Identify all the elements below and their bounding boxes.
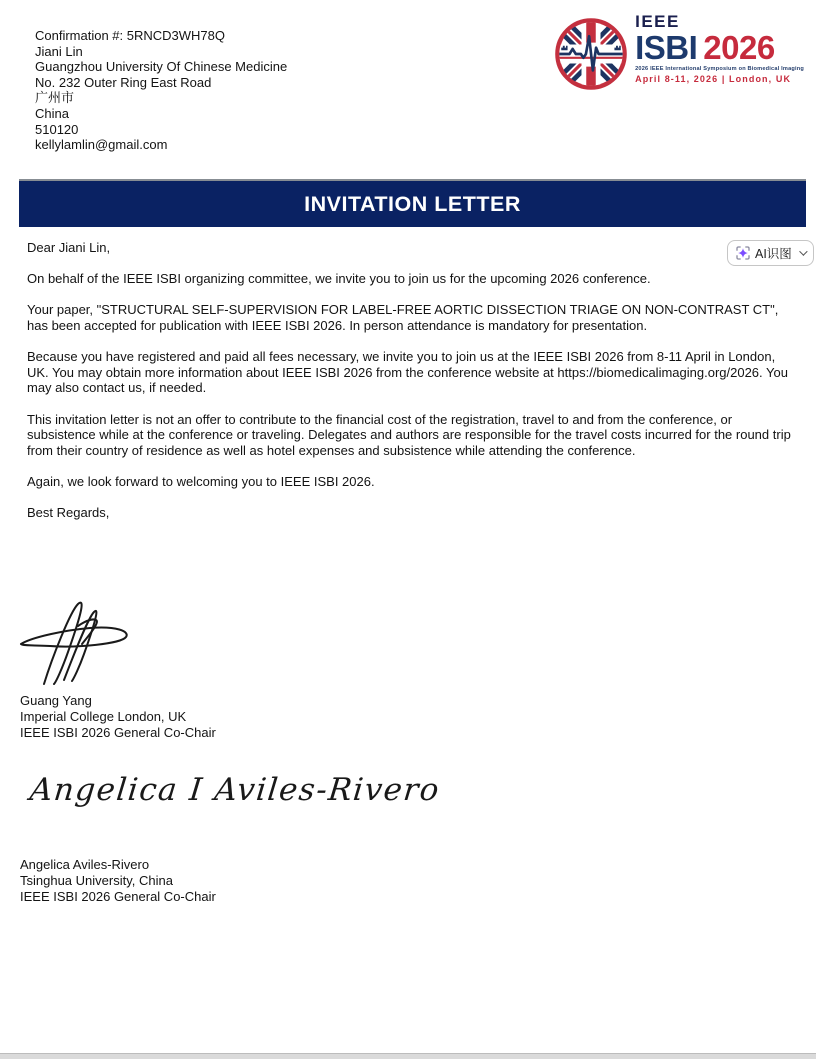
viewer-bottom-bar [0, 1053, 816, 1059]
chevron-down-icon [799, 247, 807, 255]
recipient-address-block [35, 28, 287, 153]
recipient-city: 广州市 [35, 90, 75, 106]
signatory-2-name: Angelica Aviles-Rivero [20, 857, 150, 872]
guang-yang-signature-image [18, 596, 138, 688]
signatory-2-affiliation: Tsinghua University, China [20, 872, 173, 888]
logo-ieee-text: IEEE [635, 12, 680, 31]
closing: Best Regards, [27, 505, 110, 521]
logo-tagline: 2026 IEEE International Symposium on Biomedical Imaging [635, 66, 804, 72]
signatory-1-name: Guang Yang [20, 693, 92, 708]
logo-isbi-text: ISBI [635, 29, 698, 66]
logo-year-text: 2026 [703, 29, 775, 66]
isbi-2026-logo [553, 13, 804, 92]
invitation-letter-banner [19, 179, 806, 227]
union-jack-ecg-emblem-icon [553, 16, 629, 92]
paragraph-3: Because you have registered and paid all fees necessary, we invite you to join us at the IEEE ISBI 2026 from 8-11 April in London, UK. You may obtain more information about IEEE ISBI 2026 from the conference website at https://biomedicalimaging.org/2026. You may also contact us, if needed. [27, 349, 788, 396]
signatory-2-role: IEEE ISBI 2026 General Co-Chair [20, 888, 216, 904]
salutation: Dear Jiani Lin, [27, 240, 111, 255]
signatory-1-affiliation: Imperial College London, UK [20, 708, 187, 724]
confirmation-number: Confirmation #: 5RNCD3WH78Q [35, 28, 226, 43]
recipient-email: kellylamlin@gmail.com [35, 137, 168, 153]
signatory-1-role: IEEE ISBI 2026 General Co-Chair [20, 724, 216, 740]
letter-body [27, 240, 791, 536]
logo-wordmark [635, 13, 804, 84]
recipient-name: Jiani Lin [35, 43, 83, 59]
recipient-institution: Guangzhou University Of Chinese Medicine [35, 59, 288, 75]
paragraph-2: Your paper, "STRUCTURAL SELF-SUPERVISION FOR LABEL-FREE AORTIC DISSECTION TRIAGE ON NON-CONTRAST CT", has been accepted for publication with IEEE ISBI 2026. In person attendance is mandatory for presentation. [27, 302, 779, 333]
ai-button-label: AI识图 [755, 247, 792, 261]
logo-title [635, 31, 804, 64]
angelica-aviles-rivero-signature-image: Angelica I Aviles-Rivero [28, 772, 442, 808]
recipient-postcode: 510120 [35, 121, 79, 137]
signatory-block-2 [20, 857, 216, 904]
paragraph-5: Again, we look forward to welcoming you to IEEE ISBI 2026. [27, 473, 375, 489]
paragraph-1: On behalf of the IEEE ISBI organizing committee, we invite you to join us for the upcoming 2026 conference. [27, 271, 651, 287]
banner-title: INVITATION LETTER [304, 191, 521, 216]
recipient-street: No. 232 Outer Ring East Road [35, 74, 212, 90]
paragraph-4: This invitation letter is not an offer to contribute to the financial cost of the registration, travel to and from the conference, or subsistence while at the conference or traveling. Delegates and authors are responsible for the travel costs incurred for the round trip from their country of residence as well as hotel expenses and subsistence while attending the conference. [27, 411, 791, 458]
logo-dates: April 8-11, 2026 | London, UK [635, 74, 792, 84]
signatory-block-1 [20, 693, 216, 740]
recipient-country: China [35, 105, 69, 121]
